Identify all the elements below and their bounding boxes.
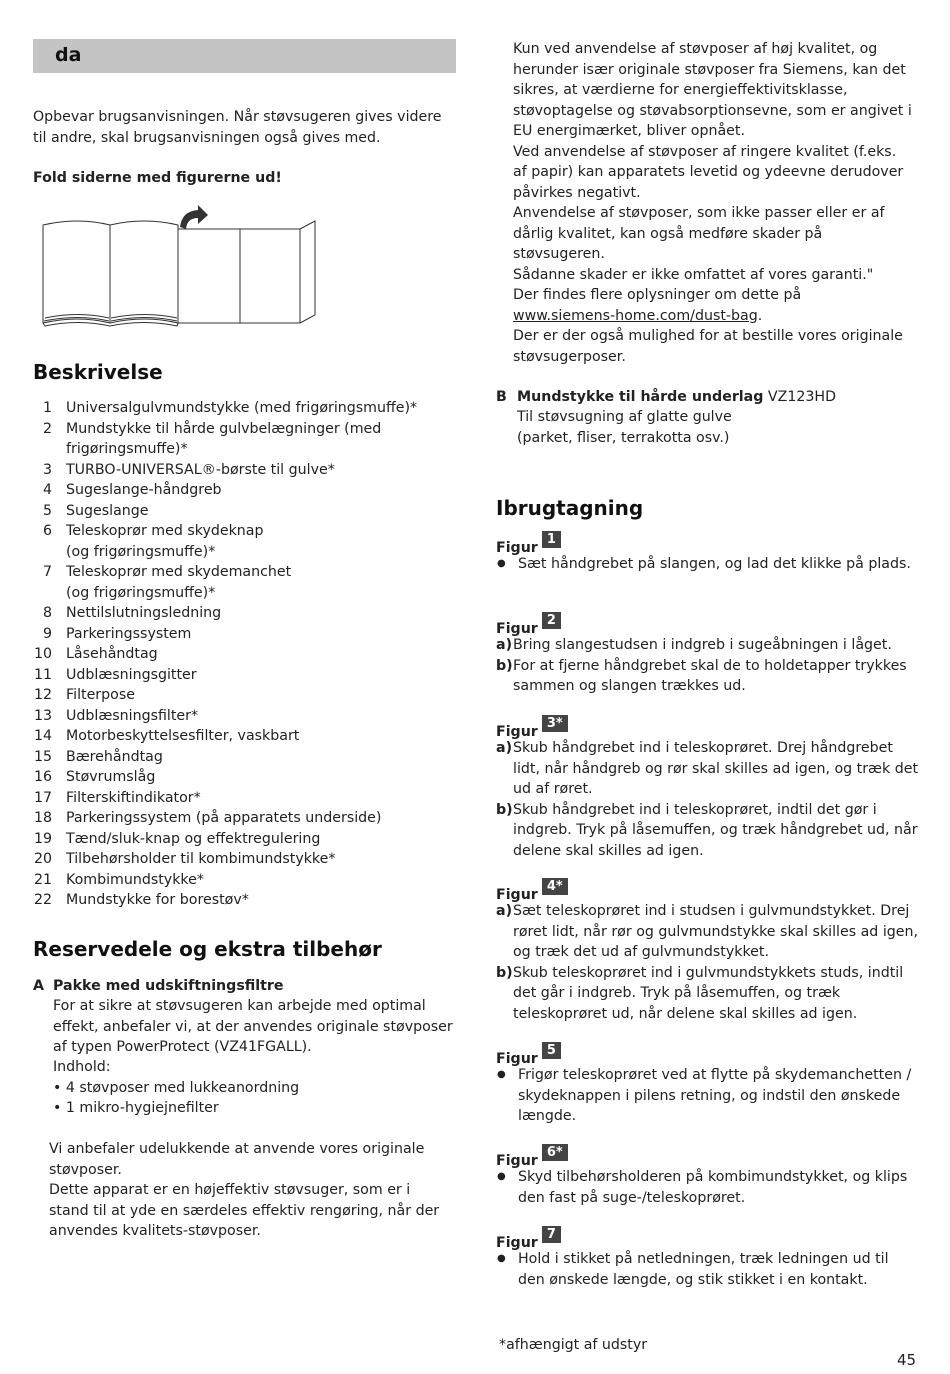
figure-label <box>496 612 921 635</box>
order-paragraph: Der er der også mulighed for at bestille vores originale støvsugerposer. <box>513 328 903 365</box>
item-text: Kombimundstykke* <box>66 871 204 888</box>
step-instruction <box>496 901 921 963</box>
fold-note: Fold siderne med figurerne ud! <box>33 170 282 186</box>
item-number: 6 <box>42 523 52 539</box>
right-top-text <box>513 39 913 367</box>
spare-b-title: Mundstykke til hårde underlag <box>517 389 764 405</box>
figure-block <box>496 878 921 1024</box>
spare-a-content-item: • 4 støvposer med lukkeanordning <box>53 1080 300 1096</box>
item-number: 4 <box>42 482 52 498</box>
item-text: Sugeslange <box>66 502 149 519</box>
damage-paragraph: Anvendelse af støvposer, som ikke passer eller er af dårlig kvalitet, kan også medføre skader på støvsugeren. <box>513 205 885 262</box>
figure-number-badge: 4* <box>542 878 568 895</box>
spare-b-line2: (parket, fliser, terrakotta osv.) <box>517 430 730 446</box>
figure-word: Figur <box>496 539 538 556</box>
figure-block <box>496 531 921 575</box>
parts-list-item <box>33 398 453 419</box>
parts-list-item <box>33 460 453 481</box>
instruction-text: Sæt teleskoprøret ind i studsen i gulvmundstykket. Drej røret lidt, når rør og gulvmundstykke skal skilles ad igen, og træk det ud af gulvmundstykket. <box>513 903 919 960</box>
instruction-text: Hold i stikket på netledningen, træk ledningen ud til den ønskede længde, og stik stikket i en kontakt. <box>518 1251 889 1288</box>
instruction-text: Bring slangestudsen i indgreb i sugeåbningen i låget. <box>513 637 892 653</box>
figure-label <box>496 878 921 901</box>
item-number: 21 <box>33 871 52 888</box>
parts-list-item <box>33 644 453 665</box>
figure-word: Figur <box>496 723 538 740</box>
step-marker: b) <box>496 801 513 818</box>
figure-block <box>496 1226 921 1290</box>
figure-number-badge: 3* <box>542 715 568 732</box>
spare-b-line1: Til støvsugning af glatte gulve <box>517 409 732 425</box>
item-text: Parkeringssystem (på apparatets underside) <box>66 810 382 826</box>
item-number: 7 <box>42 564 52 580</box>
spare-a-efficiency-text: Dette apparat er en højeffektiv støvsuger, som er i stand til at yde en særdeles effektiv rengøring, når der anvendes kvalitets-støvposer. <box>49 1182 440 1239</box>
figure-label <box>496 531 921 554</box>
page-number: 45 <box>897 1351 917 1369</box>
step-instruction <box>496 800 921 862</box>
item-text: Udblæsningsgitter <box>66 666 197 683</box>
item-text: Tænd/sluk-knap og effektregulering <box>66 830 321 847</box>
spare-a-contents-label: Indhold: <box>53 1059 111 1075</box>
item-number: 22 <box>33 892 52 908</box>
item-text: Låsehåndtag <box>66 646 158 662</box>
item-number: 13 <box>33 707 52 724</box>
parts-list-item <box>33 603 453 624</box>
instruction-text: Skub håndgrebet ind i teleskoprøret, indtil det gør i indgreb. Tryk på låsemuffen, og træk håndgrebet ud, når delene skal skilles ad igen. <box>513 801 918 859</box>
language-code: da <box>55 44 82 66</box>
description-heading: Beskrivelse <box>33 360 163 384</box>
spare-a-title: Pakke med udskiftningsfiltre <box>53 978 284 994</box>
parts-list-item <box>33 419 453 460</box>
quality-paragraph: Kun ved anvendelse af støvposer af høj kvalitet, og herunder især originale støvposer fra Siemens, kan det sikres, at værdierne for energieffektivitsklasse, støvoptagelse og støvabsorptionsevne, som er angivet i EU energimærket, bliver opnået. <box>513 41 912 139</box>
step-marker: b) <box>496 964 513 981</box>
parts-list-item <box>33 808 453 829</box>
bullet-icon: ● <box>497 558 506 569</box>
spare-b-heading <box>517 387 836 408</box>
spare-b-code: VZ123HD <box>767 389 837 405</box>
parts-list-item <box>33 726 453 747</box>
intro-text: Opbevar brugsanvisningen. Når støvsugeren gives videre til andre, skal brugsanvisningen også gives med. <box>33 109 442 146</box>
figure-block <box>496 715 921 861</box>
bullet-icon: ● <box>497 1253 506 1264</box>
warranty-paragraph: Sådanne skader er ikke omfattet af vores garanti." <box>513 266 874 283</box>
parts-list-item <box>33 788 453 809</box>
item-number: 9 <box>42 625 52 642</box>
step-instruction <box>496 963 921 1025</box>
spare-b-letter: B <box>496 389 507 405</box>
figure-word: Figur <box>496 1234 538 1251</box>
item-number: 10 <box>33 646 52 662</box>
instruction-text: For at fjerne håndgrebet skal de to holdetapper trykkes sammen og slangen trækkes ud. <box>513 657 907 694</box>
spare-a-content-item: • 1 mikro-hygiejnefilter <box>53 1100 219 1116</box>
bullet-instruction <box>496 1065 921 1127</box>
figure-block <box>496 612 921 697</box>
bullet-instruction <box>496 554 921 575</box>
parts-list-item <box>33 767 453 788</box>
parts-list-item <box>33 562 453 603</box>
item-number: 20 <box>33 851 52 867</box>
item-number: 14 <box>33 728 52 744</box>
spares-heading: Reservedele og ekstra tilbehør <box>33 937 382 961</box>
parts-list <box>33 398 453 911</box>
usage-heading: Ibrugtagning <box>496 496 644 520</box>
figure-number-badge: 5 <box>542 1042 561 1059</box>
spare-a-recommendation: Vi anbefaler udelukkende at anvende vores originale støvposer. <box>49 1141 425 1178</box>
item-text: Bærehåndtag <box>66 748 163 765</box>
instruction-text: Skyd tilbehørsholderen på kombimundstykket, og klips den fast på suge-/teleskoprøret. <box>518 1169 908 1206</box>
parts-list-item <box>33 685 453 706</box>
instruction-text: Skub teleskoprøret ind i gulvmundstykkets studs, indtil det går i indgreb. Tryk på låsemuffen, og træk teleskoprøret ud, når delene skal skilles ad igen. <box>513 964 904 1022</box>
more-info-paragraph <box>513 285 913 326</box>
figure-block <box>496 1042 921 1127</box>
language-bar <box>33 39 456 73</box>
instruction-text: Sæt håndgrebet på slangen, og lad det klikke på plads. <box>518 556 911 572</box>
item-text: TURBO-UNIVERSAL®-børste til gulve* <box>66 461 335 478</box>
item-text: Støvrumslåg <box>66 769 156 785</box>
item-text: Nettilslutningsledning <box>66 605 222 621</box>
parts-list-item <box>33 521 453 562</box>
parts-list-item <box>33 706 453 727</box>
item-text: Sugeslange-håndgreb <box>66 482 222 498</box>
figure-number-badge: 1 <box>542 531 561 548</box>
item-text: Mundstykke for borestøv* <box>66 892 249 908</box>
parts-list-item <box>33 624 453 645</box>
bullet-instruction <box>496 1249 921 1290</box>
figure-number-badge: 6* <box>542 1144 568 1161</box>
figure-number-badge: 2 <box>542 612 561 629</box>
item-text: Mundstykke til hårde gulvbelægninger (med frigøringsmuffe)* <box>66 420 382 457</box>
parts-list-item <box>33 870 453 891</box>
item-text: Teleskoprør med skydemanchet (og frigøringsmuffe)* <box>66 564 292 601</box>
item-text: Tilbehørsholder til kombimundstykke* <box>66 851 336 867</box>
item-text: Teleskoprør med skydeknap (og frigøringsmuffe)* <box>66 523 264 560</box>
figure-label <box>496 1042 921 1065</box>
parts-list-item <box>33 747 453 768</box>
spare-a-letter: A <box>33 978 44 994</box>
item-text: Udblæsningsfilter* <box>66 707 199 724</box>
item-number: 17 <box>33 789 52 806</box>
figure-label <box>496 1144 921 1167</box>
figure-word: Figur <box>496 1152 538 1169</box>
step-instruction <box>496 635 921 656</box>
parts-list-item <box>33 501 453 522</box>
figure-word: Figur <box>496 886 538 903</box>
dust-bag-link[interactable]: www.siemens-home.com/dust-bag <box>513 307 758 324</box>
fold-arrow-icon <box>180 205 208 229</box>
item-number: 18 <box>33 810 52 826</box>
item-number: 5 <box>42 502 52 519</box>
inferior-bags-paragraph: Ved anvendelse af støvposer af ringere kvalitet (f.eks. af papir) kan apparatets levetid og ydeevne derudover påvirkes negativt. <box>513 143 904 201</box>
item-number: 12 <box>33 687 52 703</box>
figure-number-badge: 7 <box>542 1226 561 1243</box>
item-text: Filterskiftindikator* <box>66 789 201 806</box>
parts-list-item <box>33 890 453 911</box>
item-number: 3 <box>42 461 52 478</box>
step-marker: a) <box>496 637 513 653</box>
figure-word: Figur <box>496 620 538 637</box>
item-number: 16 <box>33 769 52 785</box>
figure-word: Figur <box>496 1050 538 1067</box>
step-instruction <box>496 738 921 800</box>
item-text: Parkeringssystem <box>66 625 192 642</box>
step-marker: a) <box>496 903 513 919</box>
item-text: Motorbeskyttelsesfilter, vaskbart <box>66 728 300 744</box>
spare-a-text: For at sikre at støvsugeren kan arbejde med optimal effekt, anbefaler vi, at der anvendes originale støvposer af typen PowerProtect (VZ41FGALL). <box>53 998 453 1055</box>
fold-out-pages-illustration <box>40 205 320 327</box>
footnote: *afhængigt af udstyr <box>499 1337 648 1353</box>
item-number: 15 <box>33 748 52 765</box>
bullet-icon: ● <box>497 1069 506 1080</box>
more-info-end: . <box>757 307 763 324</box>
item-number: 8 <box>42 605 52 621</box>
item-number: 1 <box>42 400 52 416</box>
parts-list-item <box>33 849 453 870</box>
item-number: 2 <box>42 420 52 437</box>
item-number: 19 <box>33 830 52 847</box>
parts-list-item <box>33 665 453 686</box>
figure-block <box>496 1144 921 1208</box>
figure-label <box>496 715 921 738</box>
bullet-icon: ● <box>497 1171 506 1182</box>
instruction-text: Skub håndgrebet ind i teleskoprøret. Drej håndgrebet lidt, når håndgreb og rør skal skilles ad igen, og træk det ud af røret. <box>513 740 919 797</box>
parts-list-item <box>33 480 453 501</box>
item-text: Filterpose <box>66 687 135 703</box>
step-marker: a) <box>496 740 513 756</box>
more-info-text: Der findes flere oplysninger om dette på <box>513 287 802 303</box>
figure-label <box>496 1226 921 1249</box>
instruction-text: Frigør teleskoprøret ved at flytte på skydemanchetten / skydeknappen i pilens retning, og indstil den ønskede længde. <box>518 1067 912 1124</box>
parts-list-item <box>33 829 453 850</box>
item-number: 11 <box>33 666 52 683</box>
step-marker: b) <box>496 657 513 674</box>
bullet-instruction <box>496 1167 921 1208</box>
step-instruction <box>496 656 921 697</box>
item-text: Universalgulvmundstykke (med frigøringsmuffe)* <box>66 400 418 416</box>
